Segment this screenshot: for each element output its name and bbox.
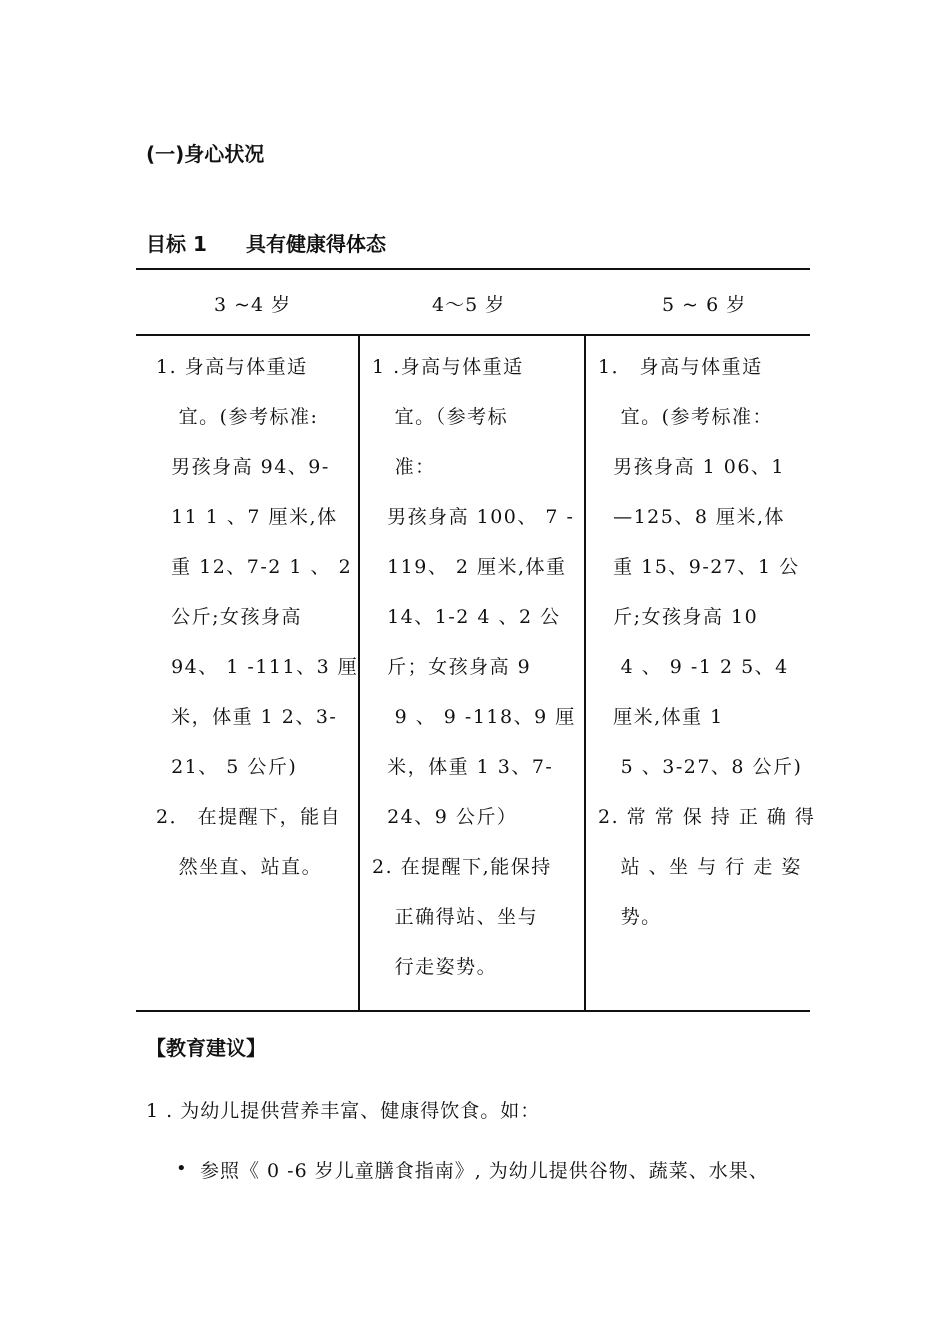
cell-line: 准： xyxy=(372,456,436,478)
cell-line: 男孩身高 1 06、1 xyxy=(598,456,786,478)
education-item-1-sub: 参照《 0 -6 岁儿童膳食指南》, 为幼儿提供谷物、蔬菜、水果、 xyxy=(200,1160,769,1182)
goal-table xyxy=(136,268,816,1012)
cell-line: 宜。(参考标准: xyxy=(156,406,319,428)
cell-line: 公斤;女孩身高 xyxy=(156,606,302,628)
cell-line: 米，体重 1 3、7- xyxy=(372,756,554,778)
cell-line: 然坐直、站直。 xyxy=(156,856,323,878)
cell-line: 男孩身高 94、9- xyxy=(156,456,330,478)
education-heading: 【教育建议】 xyxy=(146,1036,266,1060)
goal-title: 具有健康得体态 xyxy=(246,232,386,256)
table-top-rule xyxy=(136,268,810,270)
cell-line: 9 、 9 -118、9 厘 xyxy=(372,706,576,728)
cell-line: 站 、坐 与 行 走 姿 xyxy=(598,856,802,878)
cell-line: 势。 xyxy=(598,906,662,928)
cell-line: 斤；女孩身高 9 xyxy=(372,656,532,678)
section-title: (一)身心状况 xyxy=(146,142,265,166)
bullet-icon: • xyxy=(176,1158,187,1179)
cell-line: 厘米,体重 1 xyxy=(598,706,724,728)
table-bottom-rule xyxy=(136,1010,810,1012)
column-divider xyxy=(584,335,586,1011)
cell-age-5-6 xyxy=(598,352,815,952)
cell-line: 1． 身高与体重适 xyxy=(598,356,763,378)
cell-line: 重 12、7-2 1 、 2 xyxy=(156,556,353,578)
cell-line: —125、8 厘米,体 xyxy=(598,506,786,528)
cell-line: 21、 5 公斤) xyxy=(156,756,298,778)
header-age-5-6: 5 ~ 6 岁 xyxy=(662,294,747,316)
cell-line: 1 .身高与体重适 xyxy=(372,356,524,378)
cell-line: 斤;女孩身高 10 xyxy=(598,606,759,628)
cell-line: 行走姿势。 xyxy=(372,956,498,978)
cell-line: 24、9 公斤） xyxy=(372,806,518,828)
cell-line: 5 、3-27、8 公斤) xyxy=(598,756,803,778)
cell-line: 2. 常 常 保 持 正 确 得 xyxy=(598,806,816,828)
cell-line: 米，体重 1 2、3- xyxy=(156,706,338,728)
cell-line: 2． 在提醒下，能自 xyxy=(156,806,342,828)
cell-line: 1. 身高与体重适 xyxy=(156,356,308,378)
header-age-4-5: 4～5 岁 xyxy=(432,294,506,316)
cell-line: 119、 2 厘米,体重 xyxy=(372,556,567,578)
cell-age-3-4 xyxy=(156,352,358,902)
cell-line: 宜。(参考标准： xyxy=(598,406,774,428)
cell-line: 宜。（参考标 xyxy=(372,406,509,428)
cell-line: 94、 1 -111、3 厘 xyxy=(156,656,359,678)
education-item-1: 1 . 为幼儿提供营养丰富、健康得饮食。如： xyxy=(146,1100,541,1122)
cell-line: 正确得站、坐与 xyxy=(372,906,539,928)
cell-line: 14、1-2 4 、2 公 xyxy=(372,606,561,628)
cell-line: 11 1 、7 厘米,体 xyxy=(156,506,338,528)
goal-label: 目标 1 xyxy=(146,232,207,256)
cell-line: 男孩身高 100、 7 - xyxy=(372,506,575,528)
cell-line: 2. 在提醒下,能保持 xyxy=(372,856,552,878)
cell-line: 4 、 9 -1 2 5、4 xyxy=(598,656,789,678)
cell-line: 重 15、9-27、1 公 xyxy=(598,556,800,578)
cell-age-4-5 xyxy=(372,352,576,1002)
table-header-rule xyxy=(136,334,810,336)
header-age-3-4: 3 ~4 岁 xyxy=(214,294,292,316)
